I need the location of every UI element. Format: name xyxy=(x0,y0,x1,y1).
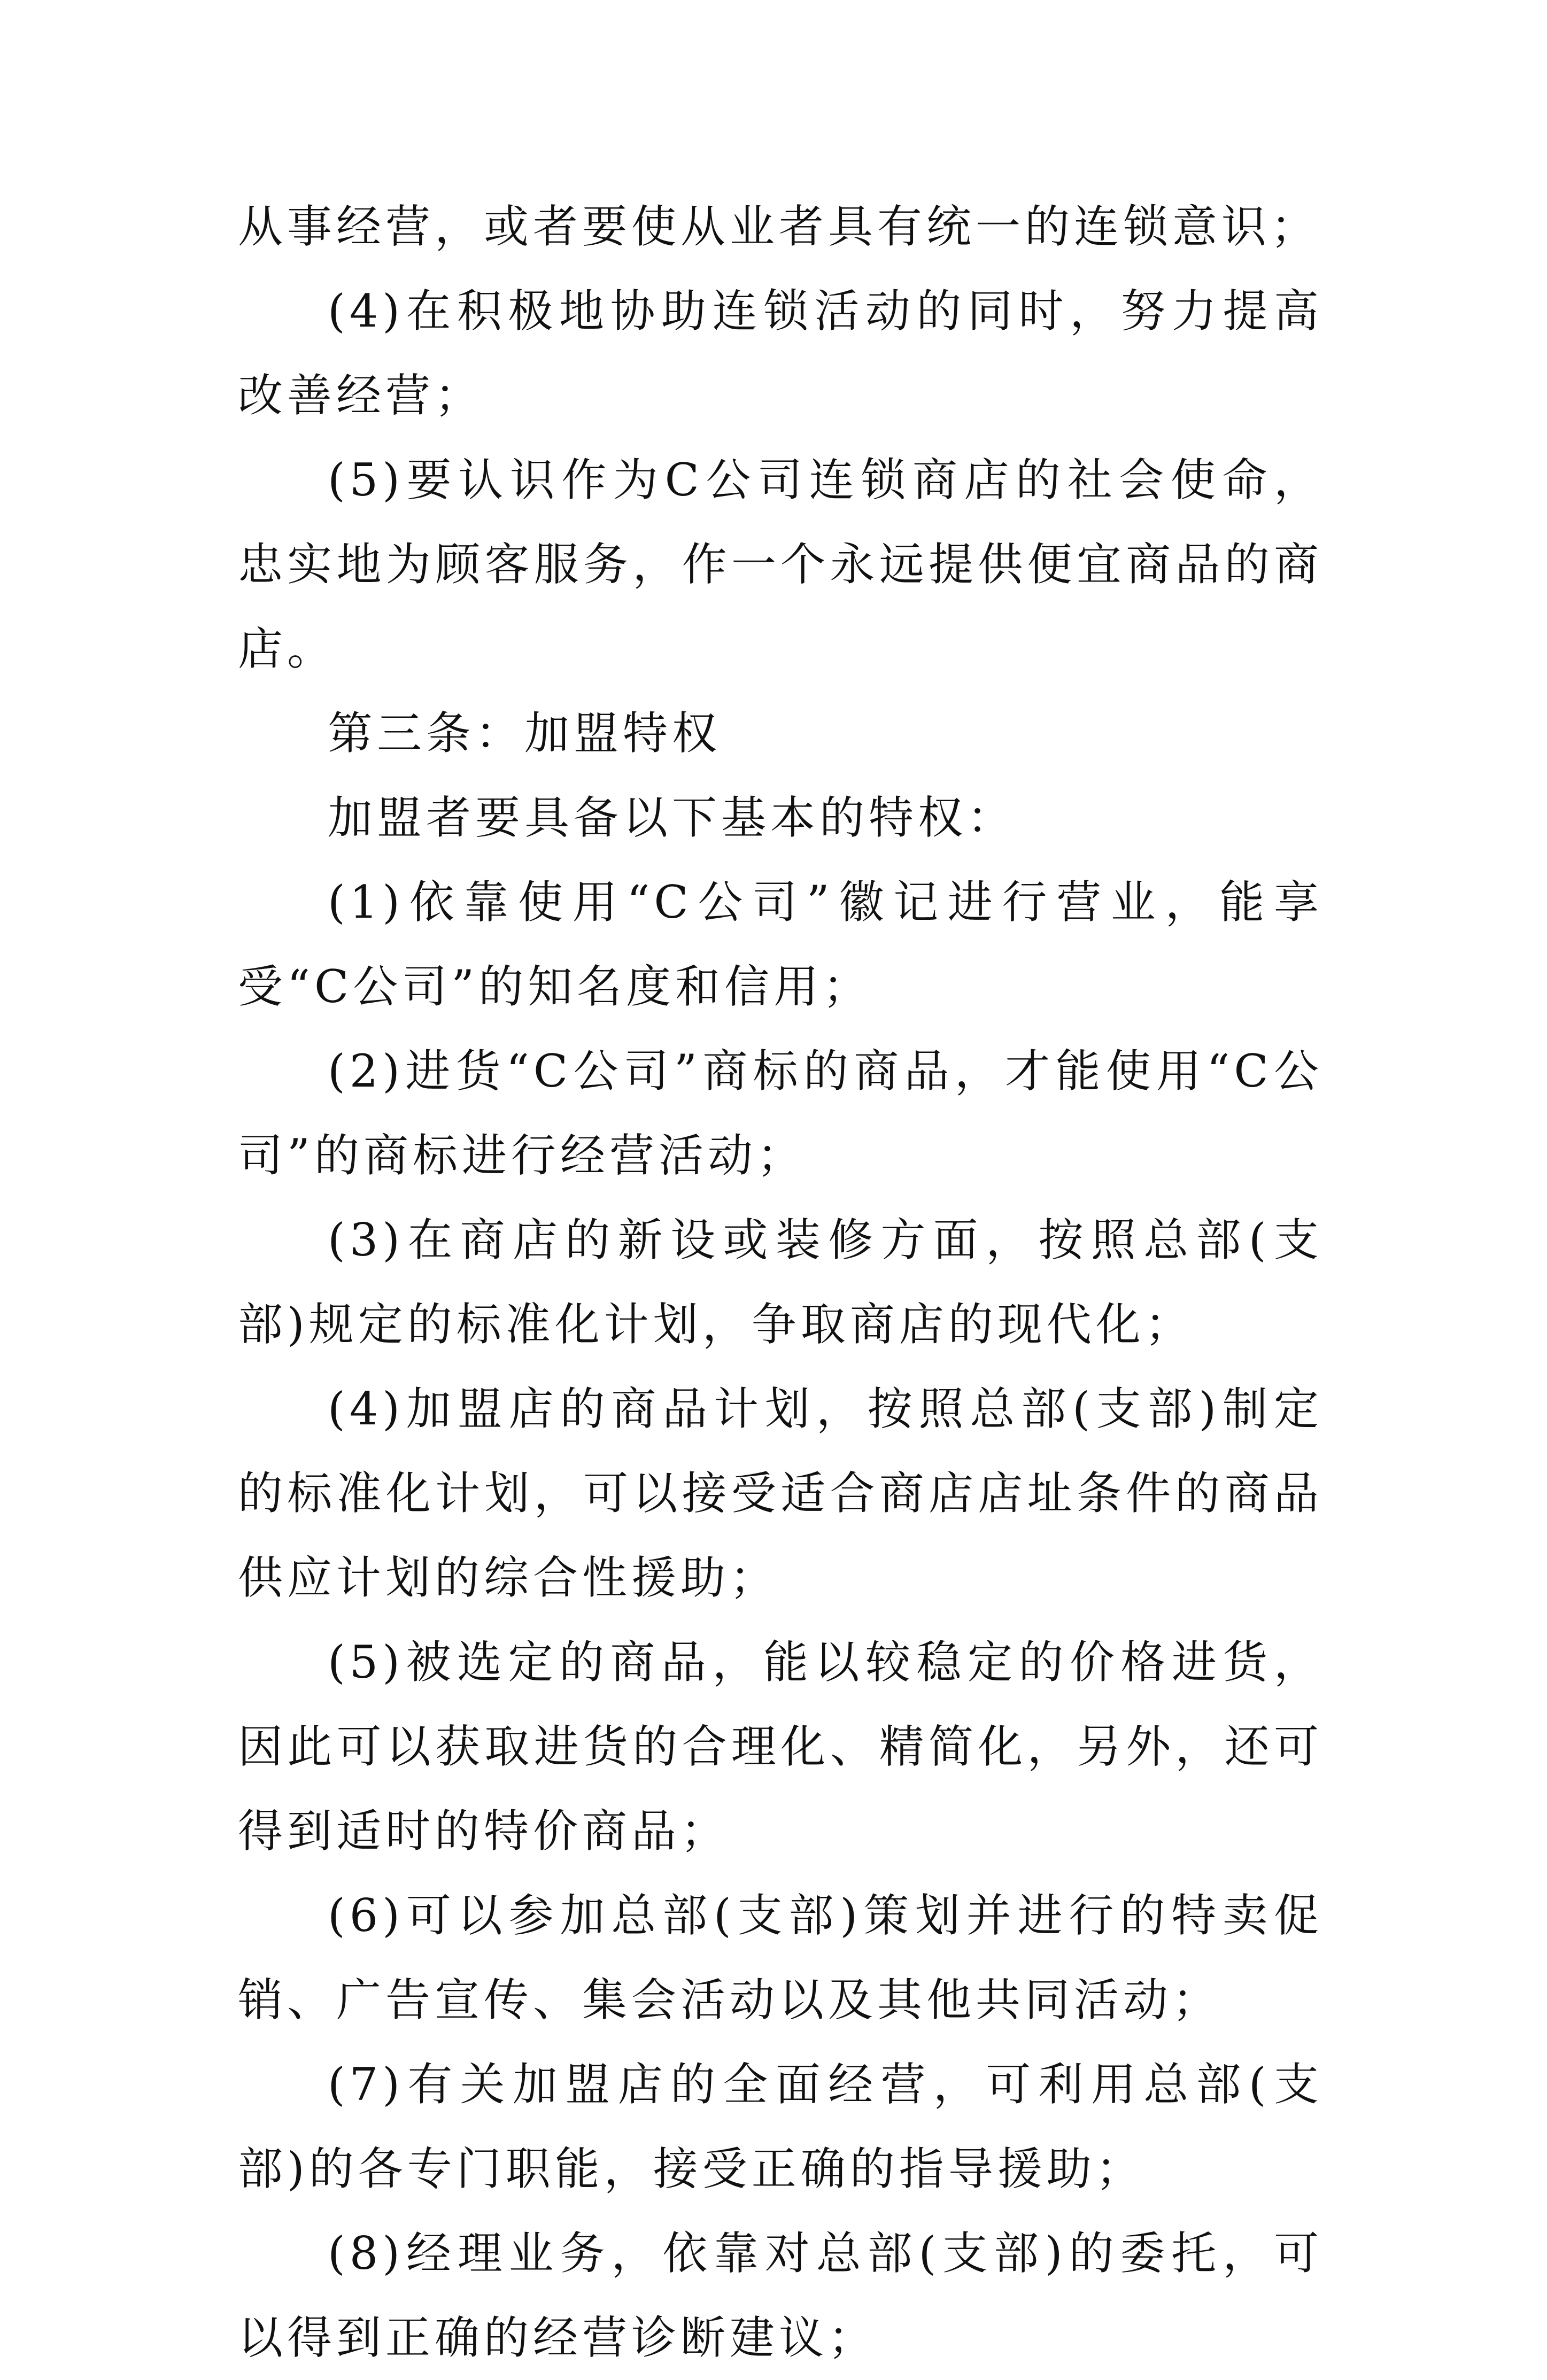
paragraph-item-4: (4)在积极地协助连锁活动的同时，努力提高改善经营； xyxy=(238,285,1323,422)
privilege-item-6: (6)可以参加总部(支部)策划并进行的特卖促销、广告宣传、集会活动以及其他共同活动； xyxy=(238,1889,1323,2026)
paragraph-continuation: 从事经营，或者要使从业者具有统一的连锁意识； xyxy=(238,200,1320,253)
privilege-item-1: (1)依靠使用“C公司”徽记进行营业，能享受“C公司”的知名度和信用； xyxy=(238,876,1323,1013)
document-body xyxy=(238,184,1323,2380)
privilege-item-5: (5)被选定的商品，能以较稳定的价格进货，因此可以获取进货的合理化、精简化，另外，还可得到适时的特价商品； xyxy=(238,1636,1323,1857)
privilege-item-8: (8)经理业务，依靠对总部(支部)的委托，可以得到正确的经营诊断建议； xyxy=(238,2227,1323,2364)
article-intro: 加盟者要具备以下基本的特权： xyxy=(328,792,1017,844)
privilege-item-3: (3)在商店的新设或装修方面，按照总部(支部)规定的标准化计划，争取商店的现代化； xyxy=(238,1214,1323,1351)
privilege-item-7: (7)有关加盟店的全面经营，可利用总部(支部)的各专门职能，接受正确的指导援助； xyxy=(238,2058,1323,2195)
privilege-item-2: (2)进货“C公司”商标的商品，才能使用“C公司”的商标进行经营活动； xyxy=(238,1045,1323,1182)
article-heading: 第三条：加盟特权 xyxy=(328,707,722,759)
privilege-item-4: (4)加盟店的商品计划，按照总部(支部)制定的标准化计划，可以接受适合商店店址条件的商品供应计划的综合性援助； xyxy=(238,1383,1323,1604)
paragraph-item-5: (5)要认识作为C公司连锁商店的社会使命，忠实地为顾客服务，作一个永远提供便宜商品的商店。 xyxy=(238,454,1323,675)
